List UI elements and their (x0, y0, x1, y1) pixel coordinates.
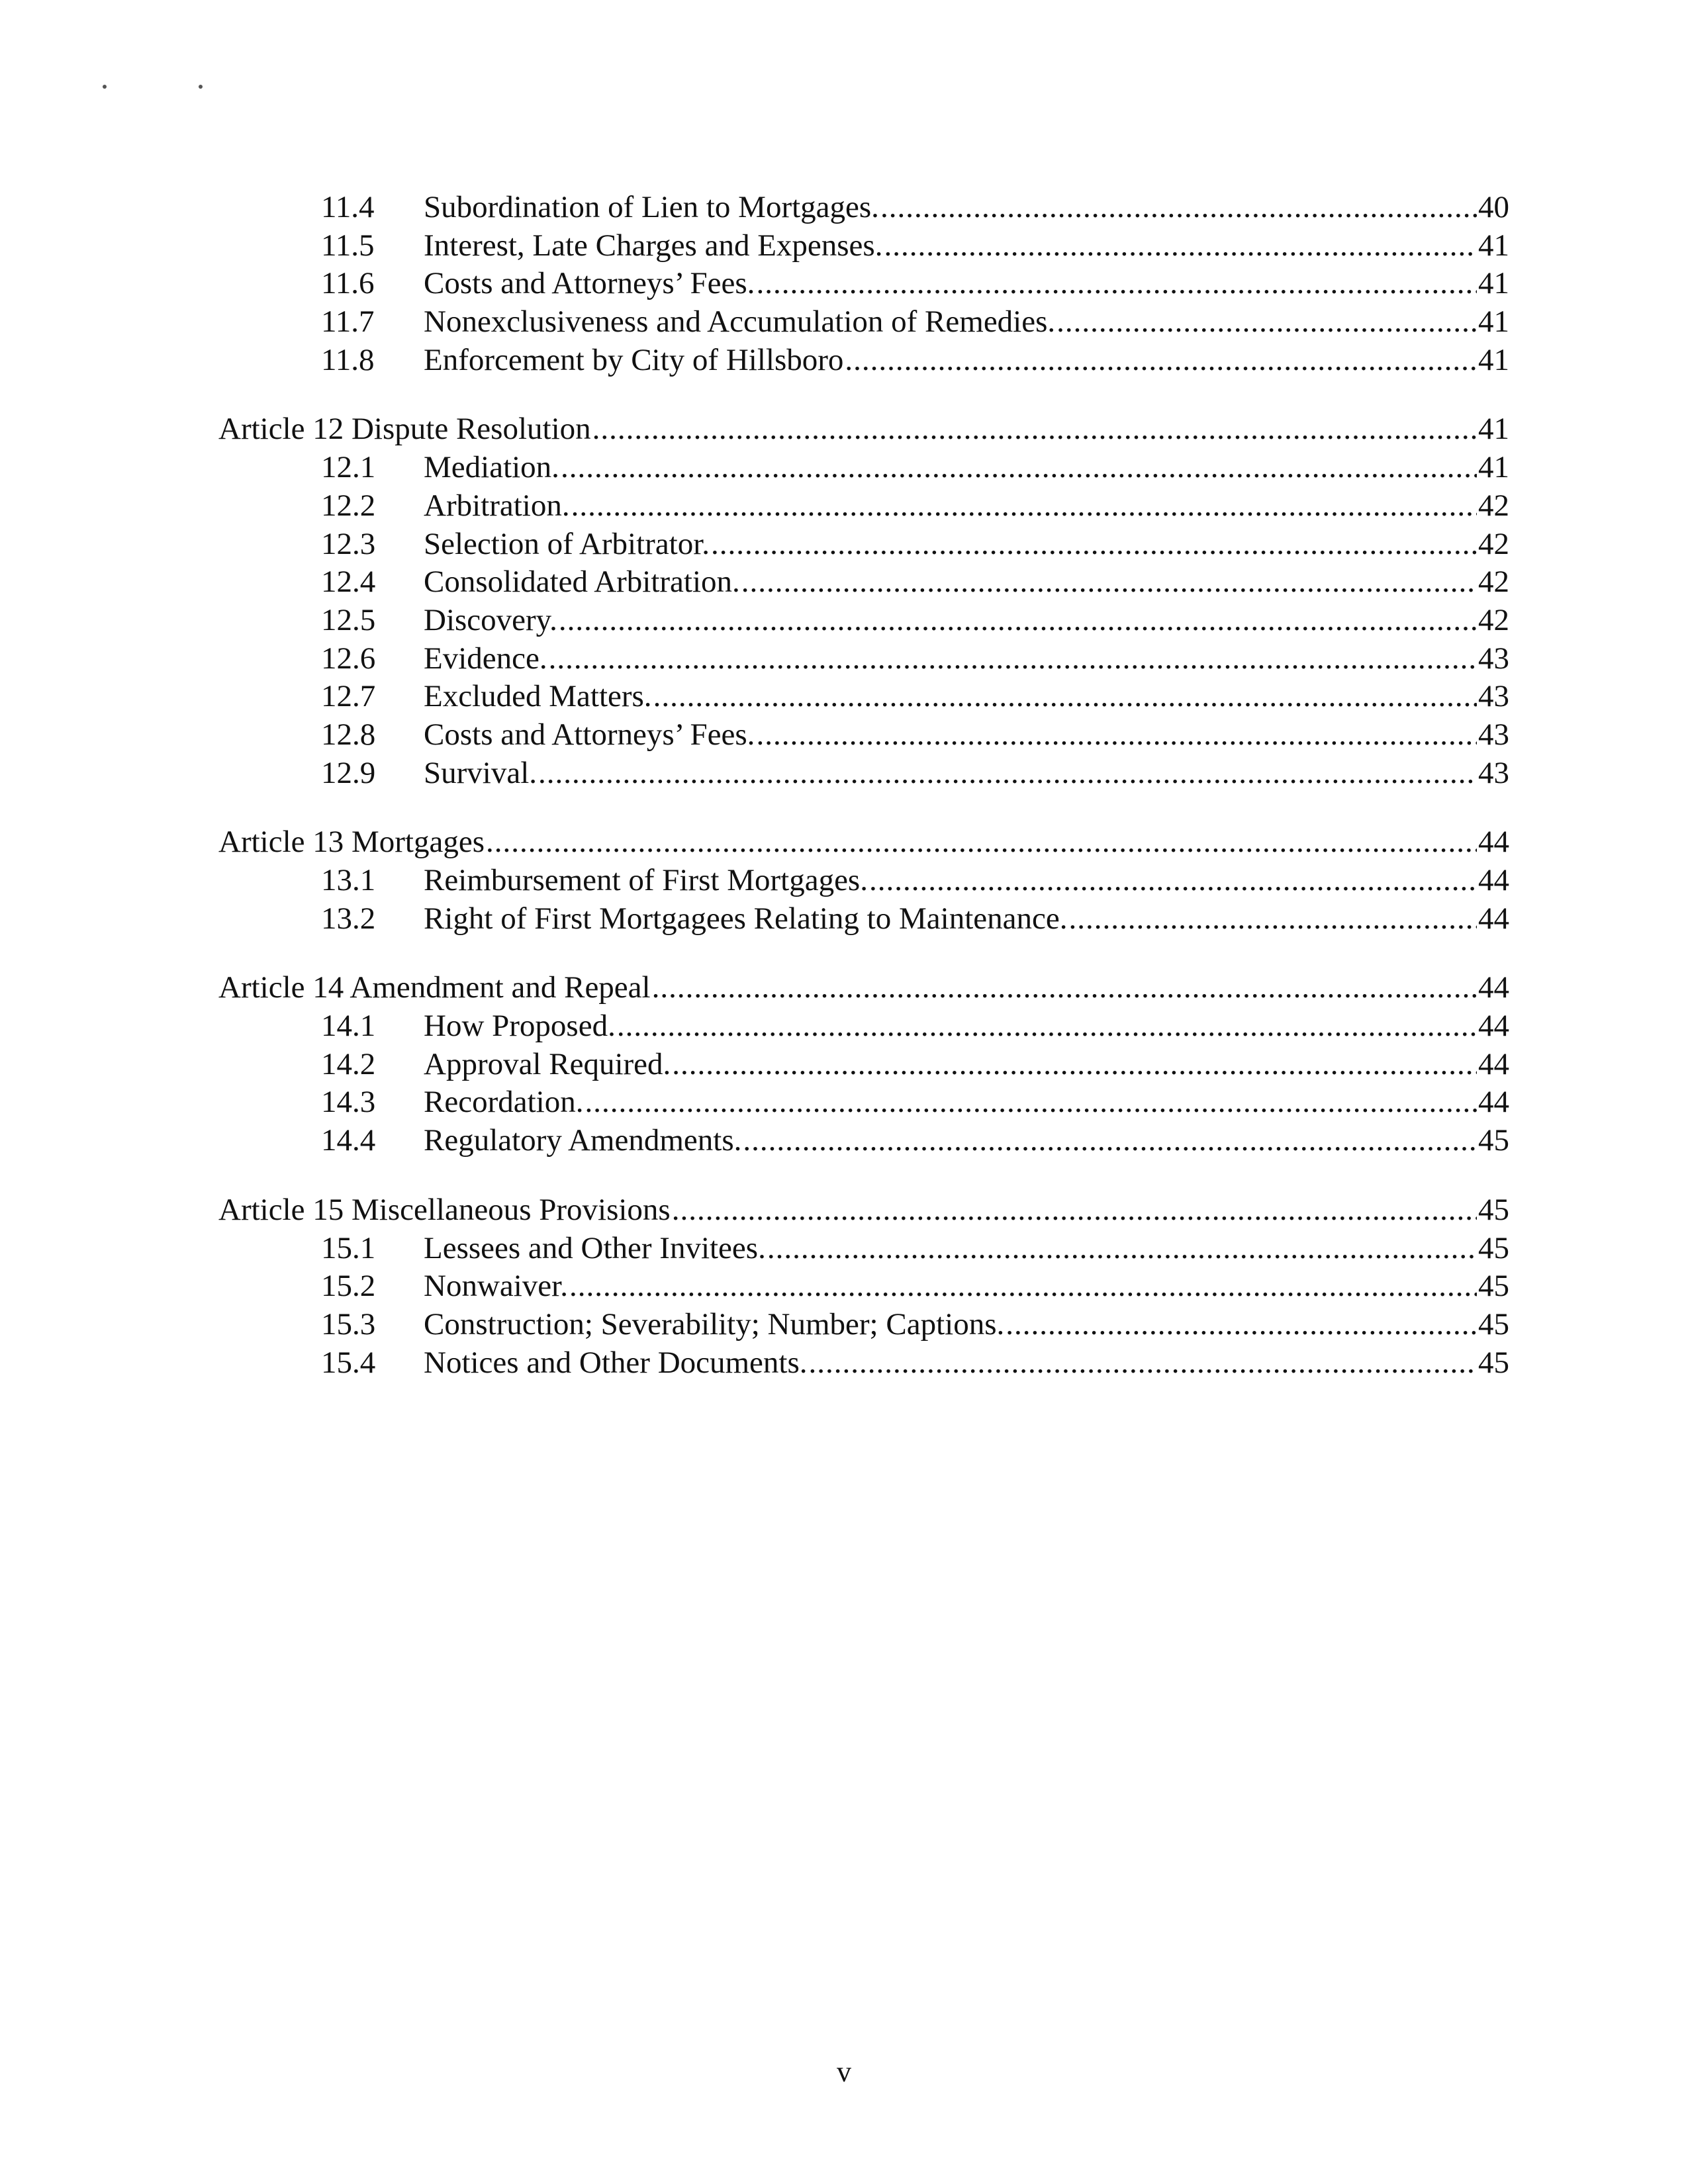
section-number: 11.8 (321, 342, 375, 377)
dot-leader (561, 449, 1477, 487)
section-page-number: 43 (1478, 679, 1509, 714)
toc-section-entry[interactable] (218, 227, 1509, 265)
toc-section-entry[interactable] (218, 563, 1509, 602)
section-page-number: 43 (1478, 641, 1509, 676)
section-title: Regulatory Amendments. (424, 1123, 742, 1158)
section-title: Interest, Late Charges and Expenses. (424, 228, 883, 263)
dot-leader (652, 969, 1477, 1007)
dot-leader (1006, 1306, 1477, 1344)
toc-article-entry[interactable] (218, 410, 1509, 449)
toc-section-entry[interactable] (218, 525, 1509, 564)
table-of-contents (218, 189, 1509, 1413)
section-title: Arbitration. (424, 488, 570, 523)
section-title: Recordation. (424, 1085, 584, 1120)
section-page-number: 44 (1478, 863, 1509, 897)
dot-leader (880, 189, 1477, 227)
section-number: 12.9 (321, 755, 376, 790)
section-title: Mediation. (424, 450, 559, 485)
toc-section-entry[interactable] (218, 1344, 1509, 1383)
section-page-number: 45 (1478, 1345, 1509, 1380)
article-title: Article 13 Mortgages (218, 825, 485, 860)
dot-leader (743, 1122, 1477, 1160)
toc-section-entry[interactable] (218, 341, 1509, 380)
section-page-number: 41 (1478, 450, 1509, 485)
section-page-number: 41 (1478, 304, 1509, 340)
section-title: Subordination of Lien to Mortgages. (424, 190, 879, 224)
section-page-number: 45 (1478, 1306, 1509, 1342)
section-number: 12.7 (321, 679, 376, 714)
section-page-number: 41 (1478, 228, 1509, 263)
section-title: Approval Required. (424, 1046, 671, 1081)
section-number: 14.3 (321, 1085, 376, 1120)
toc-section-entry[interactable] (218, 1122, 1509, 1160)
toc-section-entry[interactable] (218, 716, 1509, 754)
section-number: 12.2 (321, 488, 376, 523)
article-title: Article 14 Amendment and Repeal (218, 970, 651, 1005)
section-number: 15.3 (321, 1306, 376, 1342)
toc-section-entry[interactable] (218, 1267, 1509, 1306)
dot-leader (756, 716, 1477, 754)
section-number: 13.2 (321, 901, 376, 936)
article-page-number: 44 (1478, 970, 1509, 1005)
section-number: 15.2 (321, 1269, 376, 1304)
section-title: Selection of Arbitrator. (424, 526, 710, 561)
dot-leader (884, 227, 1477, 265)
dot-leader (756, 265, 1477, 303)
page-number-footer: v (837, 2056, 851, 2088)
section-number: 15.1 (321, 1230, 376, 1265)
section-title: Consolidated Arbitration. (424, 565, 740, 600)
toc-section-entry[interactable] (218, 754, 1509, 793)
dot-leader (653, 678, 1477, 716)
section-page-number: 42 (1478, 602, 1509, 637)
section-page-number: 42 (1478, 488, 1509, 523)
section-number: 12.8 (321, 717, 376, 752)
section-title: Reimbursement of First Mortgages. (424, 863, 868, 897)
toc-section-entry[interactable] (218, 487, 1509, 525)
dot-leader (672, 1046, 1477, 1084)
section-title: Discovery. (424, 602, 557, 637)
section-title: Enforcement by City of Hillsboro (424, 342, 844, 377)
section-number: 11.5 (321, 228, 375, 263)
toc-group (218, 410, 1509, 792)
section-title: Survival. (424, 755, 538, 790)
section-title: Lessees and Other Invitees. (424, 1230, 766, 1265)
dot-leader (1056, 303, 1477, 341)
section-title: Notices and Other Documents. (424, 1345, 808, 1380)
section-number: 14.4 (321, 1123, 376, 1158)
section-number: 14.1 (321, 1009, 376, 1044)
section-number: 12.5 (321, 602, 376, 637)
section-number: 14.2 (321, 1046, 376, 1081)
section-number: 12.1 (321, 450, 376, 485)
section-page-number: 43 (1478, 755, 1509, 790)
toc-section-entry[interactable] (218, 1230, 1509, 1268)
scan-speck (199, 85, 203, 89)
dot-leader (809, 1344, 1477, 1383)
section-title: Costs and Attorneys’ Fees. (424, 266, 755, 301)
toc-article-entry[interactable] (218, 1191, 1509, 1230)
dot-leader (549, 640, 1477, 678)
article-page-number: 44 (1478, 825, 1509, 860)
toc-section-entry[interactable] (218, 189, 1509, 227)
section-title: Excluded Matters. (424, 679, 652, 714)
toc-section-entry[interactable] (218, 1083, 1509, 1122)
toc-group (218, 969, 1509, 1160)
toc-section-entry[interactable] (218, 1306, 1509, 1344)
toc-section-entry[interactable] (218, 265, 1509, 303)
section-title: Nonwaiver. (424, 1269, 568, 1304)
article-title: Article 15 Miscellaneous Provisions (218, 1192, 671, 1227)
toc-section-entry[interactable] (218, 303, 1509, 341)
dot-leader (569, 1267, 1477, 1306)
toc-section-entry[interactable] (218, 862, 1509, 900)
article-title: Article 12 Dispute Resolution (218, 412, 591, 447)
section-number: 12.4 (321, 565, 376, 600)
dot-leader (845, 341, 1477, 380)
toc-group (218, 823, 1509, 938)
section-page-number: 45 (1478, 1230, 1509, 1265)
section-page-number: 45 (1478, 1123, 1509, 1158)
section-page-number: 41 (1478, 266, 1509, 301)
section-page-number: 44 (1478, 901, 1509, 936)
section-page-number: 43 (1478, 717, 1509, 752)
dot-leader (767, 1230, 1477, 1268)
section-title: Costs and Attorneys’ Fees. (424, 717, 755, 752)
section-title: Construction; Severability; Number; Captions. (424, 1306, 1005, 1342)
section-number: 13.1 (321, 863, 376, 897)
dot-leader (538, 754, 1477, 793)
section-title: Right of First Mortgagees Relating to Maintenance. (424, 901, 1068, 936)
section-title: Evidence. (424, 641, 547, 676)
toc-section-entry[interactable] (218, 678, 1509, 716)
section-page-number: 42 (1478, 526, 1509, 561)
section-number: 12.6 (321, 641, 376, 676)
toc-section-entry[interactable] (218, 449, 1509, 487)
toc-section-entry[interactable] (218, 640, 1509, 678)
dot-leader (1068, 900, 1477, 938)
toc-group (218, 189, 1509, 379)
dot-leader (869, 862, 1477, 900)
section-page-number: 44 (1478, 1046, 1509, 1081)
dot-leader (672, 1191, 1477, 1230)
section-page-number: 44 (1478, 1009, 1509, 1044)
scan-speck (103, 85, 107, 89)
section-page-number: 44 (1478, 1085, 1509, 1120)
toc-article-entry[interactable] (218, 823, 1509, 862)
dot-leader (585, 1083, 1477, 1122)
toc-group (218, 1191, 1509, 1382)
section-title: Nonexclusiveness and Accumulation of Remedies. (424, 304, 1056, 340)
section-number: 15.4 (321, 1345, 376, 1380)
section-title: How Proposed. (424, 1009, 616, 1044)
section-number: 11.4 (321, 190, 375, 224)
dot-leader (592, 410, 1477, 449)
section-page-number: 41 (1478, 342, 1509, 377)
section-page-number: 42 (1478, 565, 1509, 600)
section-page-number: 40 (1478, 190, 1509, 224)
section-number: 11.6 (321, 266, 375, 301)
toc-section-entry[interactable] (218, 1046, 1509, 1084)
dot-leader (571, 487, 1477, 525)
dot-leader (741, 563, 1477, 602)
toc-section-entry[interactable] (218, 900, 1509, 938)
dot-leader (486, 823, 1477, 862)
toc-section-entry[interactable] (218, 602, 1509, 640)
dot-leader (559, 602, 1477, 640)
section-number: 12.3 (321, 526, 376, 561)
article-page-number: 41 (1478, 412, 1509, 447)
dot-leader (617, 1007, 1477, 1046)
toc-section-entry[interactable] (218, 1007, 1509, 1046)
section-page-number: 45 (1478, 1269, 1509, 1304)
toc-article-entry[interactable] (218, 969, 1509, 1007)
section-number: 11.7 (321, 304, 375, 340)
dot-leader (711, 525, 1477, 564)
article-page-number: 45 (1478, 1192, 1509, 1227)
